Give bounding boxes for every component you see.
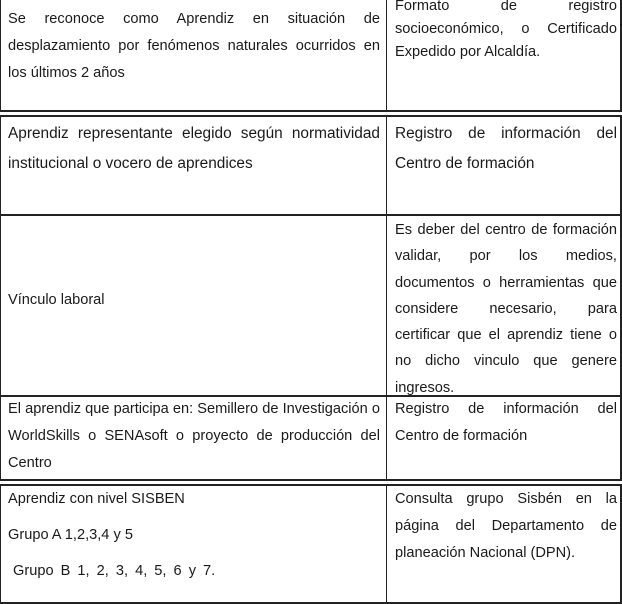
verification-cell: Formato de registro socioeconómico, o Certificado Expedido por Alcaldía. [395, 0, 617, 60]
criterion-cell: Aprendiz representante elegido según normatividad institucional o vocero de aprendices [8, 125, 380, 172]
table-row [0, 115, 622, 216]
verification-cell: Registro de información del Centro de formación [395, 125, 617, 172]
sisben-group-b: Grupo B 1, 2, 3, 4, 5, 6 y 7. [13, 563, 216, 579]
criterion-cell: El aprendiz que participa en: Semillero de Investigación o WorldSkills o SENAsoft o proyecto de producción del Centro [8, 401, 380, 471]
sisben-heading: Aprendiz con nivel SISBEN [8, 491, 185, 507]
verification-cell: Registro de información del Centro de formación [395, 401, 617, 444]
table-row [0, 216, 622, 397]
verification-cell: Es deber del centro de formación validar, por los medios, documentos o herramientas que considere necesario, para certificar que el aprendiz tiene o no dicho vinculo que genere ingresos. [395, 222, 617, 396]
criterion-cell: Se reconoce como Aprendiz en situación de desplazamiento por fenómenos naturales ocurridos en los últimos 2 años [8, 11, 380, 81]
sisben-group-a: Grupo A 1,2,3,4 y 5 [8, 527, 133, 543]
criterion-cell [8, 486, 380, 602]
table-row [0, 0, 622, 112]
verification-cell: Consulta grupo Sisbén en la página del Departamento de planeación Nacional (DPN). [395, 491, 617, 561]
table-row [0, 397, 622, 481]
criterion-cell: Vínculo laboral [8, 292, 105, 308]
table-row [0, 484, 622, 604]
